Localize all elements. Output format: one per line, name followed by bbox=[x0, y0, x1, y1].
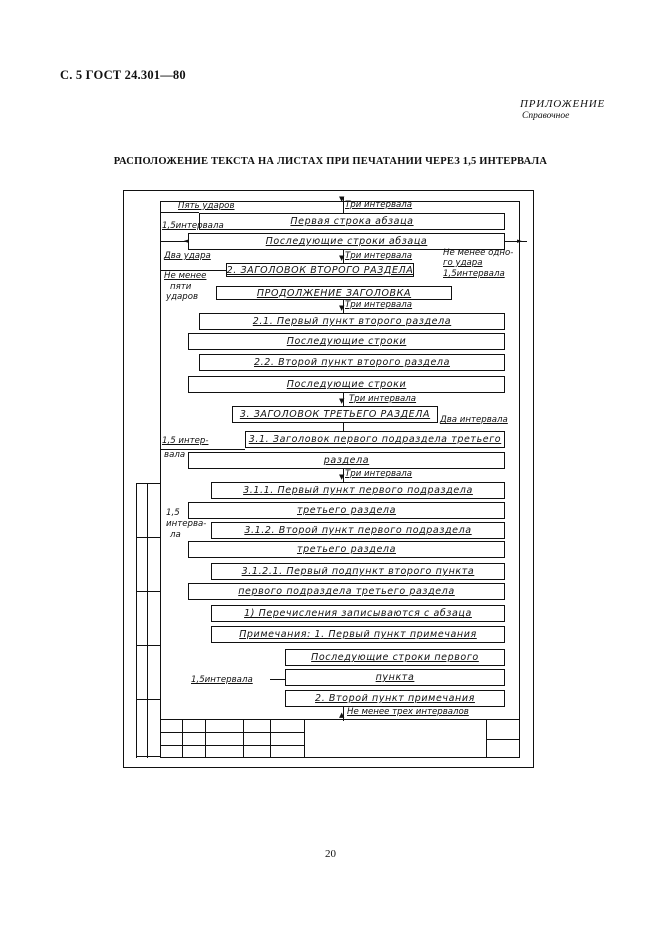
page-number: 20 bbox=[325, 848, 336, 860]
box-subsection-3-1-cont: раздела bbox=[188, 452, 505, 469]
box-next-lines-2-2: Последующие строки bbox=[188, 376, 505, 393]
label-1-5-side-a: 1,5 интер- bbox=[162, 436, 209, 446]
box-next-lines: Последующие строки абзаца bbox=[188, 233, 505, 250]
appendix-title: ПРИЛОЖЕНИЕ bbox=[520, 98, 605, 110]
label-min-five-a: Не менее bbox=[164, 271, 207, 281]
box-item-2-2: 2.2. Второй пункт второго раздела bbox=[199, 354, 505, 371]
label-three-intervals-5: Три интервала bbox=[345, 469, 413, 479]
box-subitem-3-1-2-1-cont: первого подраздела третьего раздела bbox=[188, 583, 505, 600]
box-subitem-3-1-2-1: 3.1.2.1. Первый подпункт второго пункта bbox=[211, 563, 505, 580]
label-two-strokes: Два удара bbox=[164, 251, 211, 261]
label-min-five-c: ударов bbox=[166, 292, 199, 302]
label-1-5-intervals-2: 1,5интервала bbox=[443, 269, 505, 279]
box-notes-next-lines: Последующие строки первого bbox=[285, 649, 505, 666]
box-notes: Примечания: 1. Первый пункт примечания bbox=[211, 626, 505, 643]
label-min-one-stroke-a: Не менее одно- bbox=[443, 248, 514, 258]
box-next-lines-2-1: Последующие строки bbox=[188, 333, 505, 350]
appendix-subtitle: Справочное bbox=[522, 111, 570, 121]
box-enumeration: 1) Перечисления записываются с абзаца bbox=[211, 605, 505, 622]
label-min-five-b: пяти bbox=[170, 282, 192, 292]
box-item-3-1-1: 3.1.1. Первый пункт первого подраздела bbox=[211, 482, 505, 499]
label-two-intervals: Два интервала bbox=[440, 415, 508, 425]
label-five-strokes: Пять ударов bbox=[178, 201, 235, 211]
label-1-5-intervals-3: 1,5интервала bbox=[191, 675, 253, 685]
box-section-3-heading: 3. ЗАГОЛОВОК ТРЕТЬЕГО РАЗДЕЛА bbox=[232, 406, 438, 423]
label-three-intervals-1: Три интервала bbox=[345, 200, 413, 210]
label-1-5-side-b: вала bbox=[164, 450, 186, 460]
label-1-5-side2-b: интерва- bbox=[166, 519, 207, 529]
box-subsection-3-1: 3.1. Заголовок первого подраздела третьего bbox=[245, 431, 505, 448]
box-item-2-1: 2.1. Первый пункт второго раздела bbox=[199, 313, 505, 330]
label-1-5-intervals-1: 1,5интервала bbox=[162, 221, 224, 231]
box-notes-item-cont: пункта bbox=[285, 669, 505, 686]
box-notes-item-2: 2. Второй пункт примечания bbox=[285, 690, 505, 707]
box-section-2-heading: 2. ЗАГОЛОВОК ВТОРОГО РАЗДЕЛА bbox=[226, 264, 414, 276]
document-title: РАСПОЛОЖЕНИЕ ТЕКСТА НА ЛИСТАХ ПРИ ПЕЧАТАНИИ ЧЕРЕЗ 1,5 ИНТЕРВАЛА bbox=[113, 156, 548, 167]
label-min-three-intervals: Не менее трех интервалов bbox=[347, 707, 469, 717]
box-item-3-1-2-cont: третьего раздела bbox=[188, 541, 505, 558]
label-1-5-side2-a: 1,5 bbox=[166, 508, 180, 518]
box-first-line: Первая строка абзаца bbox=[199, 213, 505, 230]
title-block-grid bbox=[160, 719, 520, 758]
side-stamp-column bbox=[136, 483, 160, 758]
box-heading-continuation: ПРОДОЛЖЕНИЕ ЗАГОЛОВКА bbox=[216, 286, 452, 300]
label-three-intervals-3: Три интервала bbox=[345, 300, 413, 310]
label-three-intervals-2: Три интервала bbox=[345, 251, 413, 261]
label-1-5-side2-c: ла bbox=[170, 530, 181, 540]
label-three-intervals-4: Три интервала bbox=[349, 394, 417, 404]
box-item-3-1-1-cont: третьего раздела bbox=[188, 502, 505, 519]
label-min-one-stroke-b: го удара bbox=[443, 258, 483, 268]
box-item-3-1-2: 3.1.2. Второй пункт первого подраздела bbox=[211, 522, 505, 539]
page-header: С. 5 ГОСТ 24.301—80 bbox=[60, 68, 186, 82]
